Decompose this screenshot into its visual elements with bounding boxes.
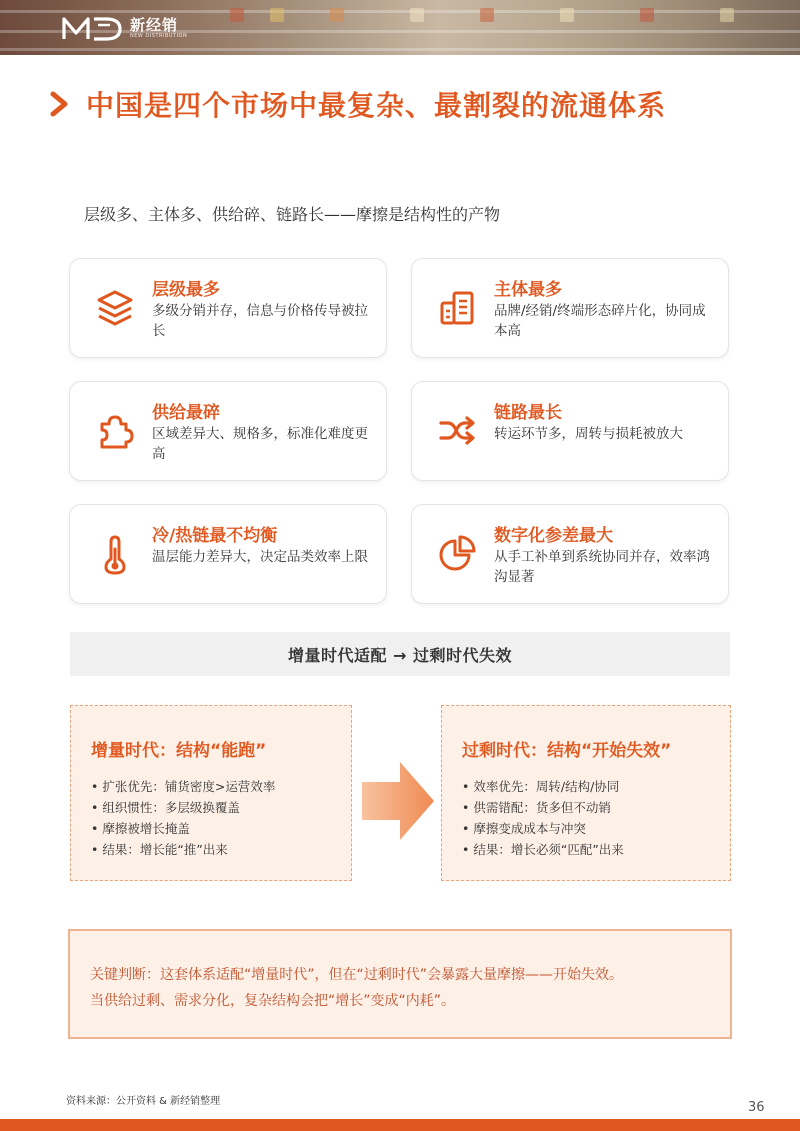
surplus-era-title: 过剩时代：结构“开始失效”: [462, 741, 672, 761]
list-item: • 供需错配：货多但不动销: [462, 800, 611, 815]
card-chain: [411, 381, 729, 481]
key-judgement-box: [68, 929, 732, 1039]
card-title: 供给最碎: [152, 403, 220, 423]
card-coldchain: [69, 504, 387, 604]
brand-logo: [62, 13, 192, 43]
card-title: 数字化参差最大: [494, 526, 613, 546]
shelf-product: [410, 8, 424, 22]
card-description: 温层能力差异大，决定品类效率上限: [152, 549, 368, 565]
surplus-era-points: [462, 776, 624, 860]
source-note: 资料来源：公开资料 & 新经销整理: [66, 1096, 221, 1107]
list-item: • 组织惯性：多层级换覆盖: [91, 800, 240, 815]
list-item: • 摩擦变成成本与冲突: [462, 821, 586, 836]
list-item: • 结果：增长能“推”出来: [91, 842, 228, 857]
shelf-product: [720, 8, 734, 22]
logo-text-cn: 新经销: [130, 15, 179, 34]
shelf-line: [0, 48, 800, 51]
page-number: 36: [748, 1100, 765, 1115]
page-title: 中国是四个市场中最复杂、最割裂的流通体系: [86, 89, 667, 122]
list-item: • 结果：增长必须“匹配”出来: [462, 842, 624, 857]
shelf-product: [640, 8, 654, 22]
list-item: • 效率优先：周转/结构/协同: [462, 779, 620, 794]
building-icon: [436, 287, 478, 329]
footer-bar: [0, 1119, 800, 1131]
shuffle-icon: [436, 410, 478, 452]
card-title: 层级最多: [152, 280, 220, 300]
card-description: 从手工补单到系统协同并存，效率鸿沟显著: [494, 549, 710, 585]
pie-chart-icon: [436, 533, 478, 575]
card-title: 冷/热链最不均衡: [152, 526, 278, 546]
shelf-product: [270, 8, 284, 22]
card-description: 转运环节多，周转与损耗被放大: [494, 426, 683, 442]
shelf-product: [480, 8, 494, 22]
card-description: 品牌/经销/终端形态碎片化，协同成本高: [494, 303, 706, 339]
title-row: [48, 82, 768, 126]
surplus-era-panel: [441, 705, 731, 881]
thermometer-icon: [94, 533, 136, 575]
layers-icon: [94, 287, 136, 329]
list-item: • 扩张优先：铺货密度>运营效率: [91, 779, 276, 794]
card-supply: [69, 381, 387, 481]
puzzle-icon: [94, 410, 136, 452]
judgement-line-1: 关键判断：这套体系适配“增量时代”，但在“过剩时代”会暴露大量摩擦——开始失效。: [90, 967, 624, 983]
growth-era-panel: [70, 705, 352, 881]
brand-logo-mark: [62, 15, 124, 41]
card-description: 区域差异大、规格多，标准化难度更高: [152, 426, 368, 462]
shelf-product: [330, 8, 344, 22]
card-entities: [411, 258, 729, 358]
logo-text-en: NEW DISTRIBUTION: [130, 32, 188, 39]
growth-era-points: [91, 776, 275, 860]
arrow-right-icon: [362, 762, 434, 840]
list-item: • 摩擦被增长掩盖: [91, 821, 190, 836]
card-description: 多级分销并存，信息与价格传导被拉长: [152, 303, 368, 339]
judgement-line-2: 当供给过剩、需求分化，复杂结构会把“增长”变成“内耗”。: [90, 993, 456, 1009]
chevron-right-icon: [48, 91, 72, 117]
growth-era-title: 增量时代：结构“能跑”: [91, 741, 267, 761]
card-title: 主体最多: [494, 280, 562, 300]
transition-band: 增量时代适配 → 过剩时代失效: [70, 632, 730, 676]
header-banner: [0, 0, 800, 55]
card-digital: [411, 504, 729, 604]
shelf-product: [230, 8, 244, 22]
card-levels: [69, 258, 387, 358]
page-subtitle: 层级多、主体多、供给碎、链路长——摩擦是结构性的产物: [84, 205, 501, 224]
shelf-product: [560, 8, 574, 22]
card-title: 链路最长: [494, 403, 562, 423]
